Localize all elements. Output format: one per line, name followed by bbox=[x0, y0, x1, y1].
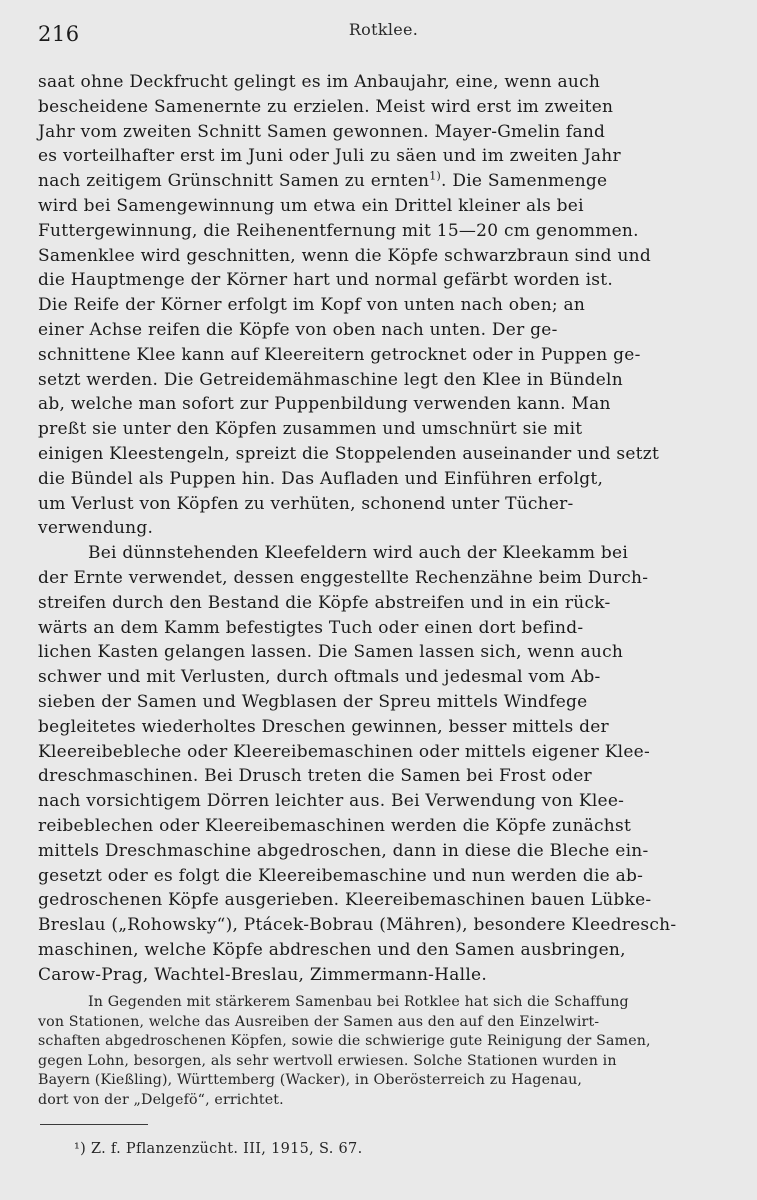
page-header bbox=[38, 20, 729, 50]
text-line: wärts an dem Kamm befestigtes Tuch oder einen dort befind- bbox=[38, 617, 584, 638]
text-line: ab, welche man sofort zur Puppenbildung verwenden kann. Man bbox=[38, 394, 611, 415]
text-line: reibeblechen oder Kleereibemaschinen werden die Köpfe zunächst bbox=[38, 815, 632, 836]
footnote: ¹) Z. f. Pflanzenzücht. III, 1915, S. 67. bbox=[74, 1140, 363, 1157]
small-text-line: schaften abgedroschenen Köpfen, sowie die schwierige gute Reinigung der Samen, bbox=[38, 1033, 651, 1050]
text-line: streifen durch den Bestand die Köpfe abstreifen und in ein rück- bbox=[38, 592, 611, 613]
text-line: Futtergewinnung, die Reihenentfernung mit 15—20 cm genommen. bbox=[38, 220, 639, 241]
text-line: maschinen, welche Köpfe abdreschen und den Samen ausbringen, bbox=[38, 939, 626, 960]
text-line: Samenklee wird geschnitten, wenn die Köpfe schwarzbraun sind und bbox=[38, 245, 651, 266]
small-print-paragraph bbox=[38, 993, 729, 1109]
text-line: gedroschenen Köpfe ausgerieben. Kleereibemaschinen bauen Lübke- bbox=[38, 890, 652, 911]
text-line: verwendung. bbox=[38, 518, 154, 539]
text-line: bescheidene Samenernte zu erzielen. Meist wird erst im zweiten bbox=[38, 96, 614, 117]
main-text bbox=[38, 70, 729, 987]
small-text-line: dort von der „Delgefö“, errichtet. bbox=[38, 1091, 284, 1108]
text-line: die Hauptmenge der Körner hart und normal gefärbt worden ist. bbox=[38, 270, 614, 291]
text-line: es vorteilhafter erst im Juni oder Juli zu säen und im zweiten Jahr bbox=[38, 146, 621, 167]
text-line: mittels Dreschmaschine abgedroschen, dann in diese die Bleche ein- bbox=[38, 840, 649, 861]
small-text-line: von Stationen, welche das Ausreiben der Samen aus den auf den Einzelwirt- bbox=[38, 1013, 600, 1030]
text-line: gesetzt oder es folgt die Kleereibemaschine und nun werden die ab- bbox=[38, 865, 644, 886]
footnote-marker: 1) bbox=[429, 169, 442, 183]
text-line: die Bündel als Puppen hin. Das Aufladen und Einführen erfolgt, bbox=[38, 468, 604, 489]
text-line: Breslau („Rohowsky“), Ptácek-Bobrau (Mähren), besondere Kleedresch- bbox=[38, 915, 677, 936]
text-line: saat ohne Deckfrucht gelingt es im Anbaujahr, eine, wenn auch bbox=[38, 72, 601, 92]
text-fragment: nach zeitigem Grünschnitt Samen zu ernten bbox=[38, 171, 430, 192]
text-line: Kleereibebleche oder Kleereibemaschinen oder mittels eigener Klee- bbox=[38, 741, 650, 762]
text-line: lichen Kasten gelangen lassen. Die Samen lassen sich, wenn auch bbox=[38, 642, 624, 663]
text-line: Carow-Prag, Wachtel-Breslau, Zimmermann-Halle. bbox=[38, 964, 487, 985]
text-line: preßt sie unter den Köpfen zusammen und umschnürt sie mit bbox=[38, 419, 583, 440]
text-line: der Ernte verwendet, dessen enggestellte Rechenzähne beim Durch- bbox=[38, 567, 649, 588]
paragraph-1 bbox=[38, 70, 729, 541]
text-line: wird bei Samengewinnung um etwa ein Drittel kleiner als bei bbox=[38, 195, 584, 216]
text-line: um Verlust von Köpfen zu verhüten, schonend unter Tücher- bbox=[38, 493, 574, 514]
small-text-line: Bayern (Kießling), Württemberg (Wacker), in Oberösterreich zu Hagenau, bbox=[38, 1072, 583, 1089]
text-line: einer Achse reifen die Köpfe von oben nach unten. Der ge- bbox=[38, 319, 558, 340]
paragraph-2 bbox=[38, 541, 729, 987]
text-line: schwer und mit Verlusten, durch oftmals und jedesmal vom Ab- bbox=[38, 667, 601, 688]
text-line bbox=[38, 169, 729, 194]
text-line: Jahr vom zweiten Schnitt Samen gewonnen. Mayer-Gmelin fand bbox=[38, 121, 606, 142]
text-line: einigen Kleestengeln, spreizt die Stoppelenden auseinander und setzt bbox=[38, 443, 660, 464]
text-line: nach vorsichtigem Dörren leichter aus. Bei Verwendung von Klee- bbox=[38, 791, 625, 812]
small-text-line: gegen Lohn, besorgen, als sehr wertvoll erwiesen. Solche Stationen wurden in bbox=[38, 1052, 617, 1069]
text-line: dreschmaschinen. Bei Drusch treten die Samen bei Frost oder bbox=[38, 766, 592, 787]
text-line: schnittene Klee kann auf Kleereitern getrocknet oder in Puppen ge- bbox=[38, 344, 641, 365]
footnote-divider bbox=[40, 1124, 148, 1125]
text-line: begleitetes wiederholtes Dreschen gewinnen, besser mittels der bbox=[38, 716, 609, 737]
page-number: 216 bbox=[38, 22, 80, 46]
text-line: Bei dünnstehenden Kleefeldern wird auch der Kleekamm bei bbox=[88, 543, 629, 564]
text-line: setzt werden. Die Getreidemähmaschine legt den Klee in Bündeln bbox=[38, 369, 623, 390]
running-title: Rotklee. bbox=[348, 20, 419, 39]
text-fragment: . Die Samenmenge bbox=[441, 171, 608, 192]
text-line: Die Reife der Körner erfolgt im Kopf von unten nach oben; an bbox=[38, 295, 586, 316]
text-line: sieben der Samen und Wegblasen der Spreu mittels Windfege bbox=[38, 691, 588, 712]
small-text-line: In Gegenden mit stärkerem Samenbau bei Rotklee hat sich die Schaffung bbox=[88, 994, 629, 1011]
